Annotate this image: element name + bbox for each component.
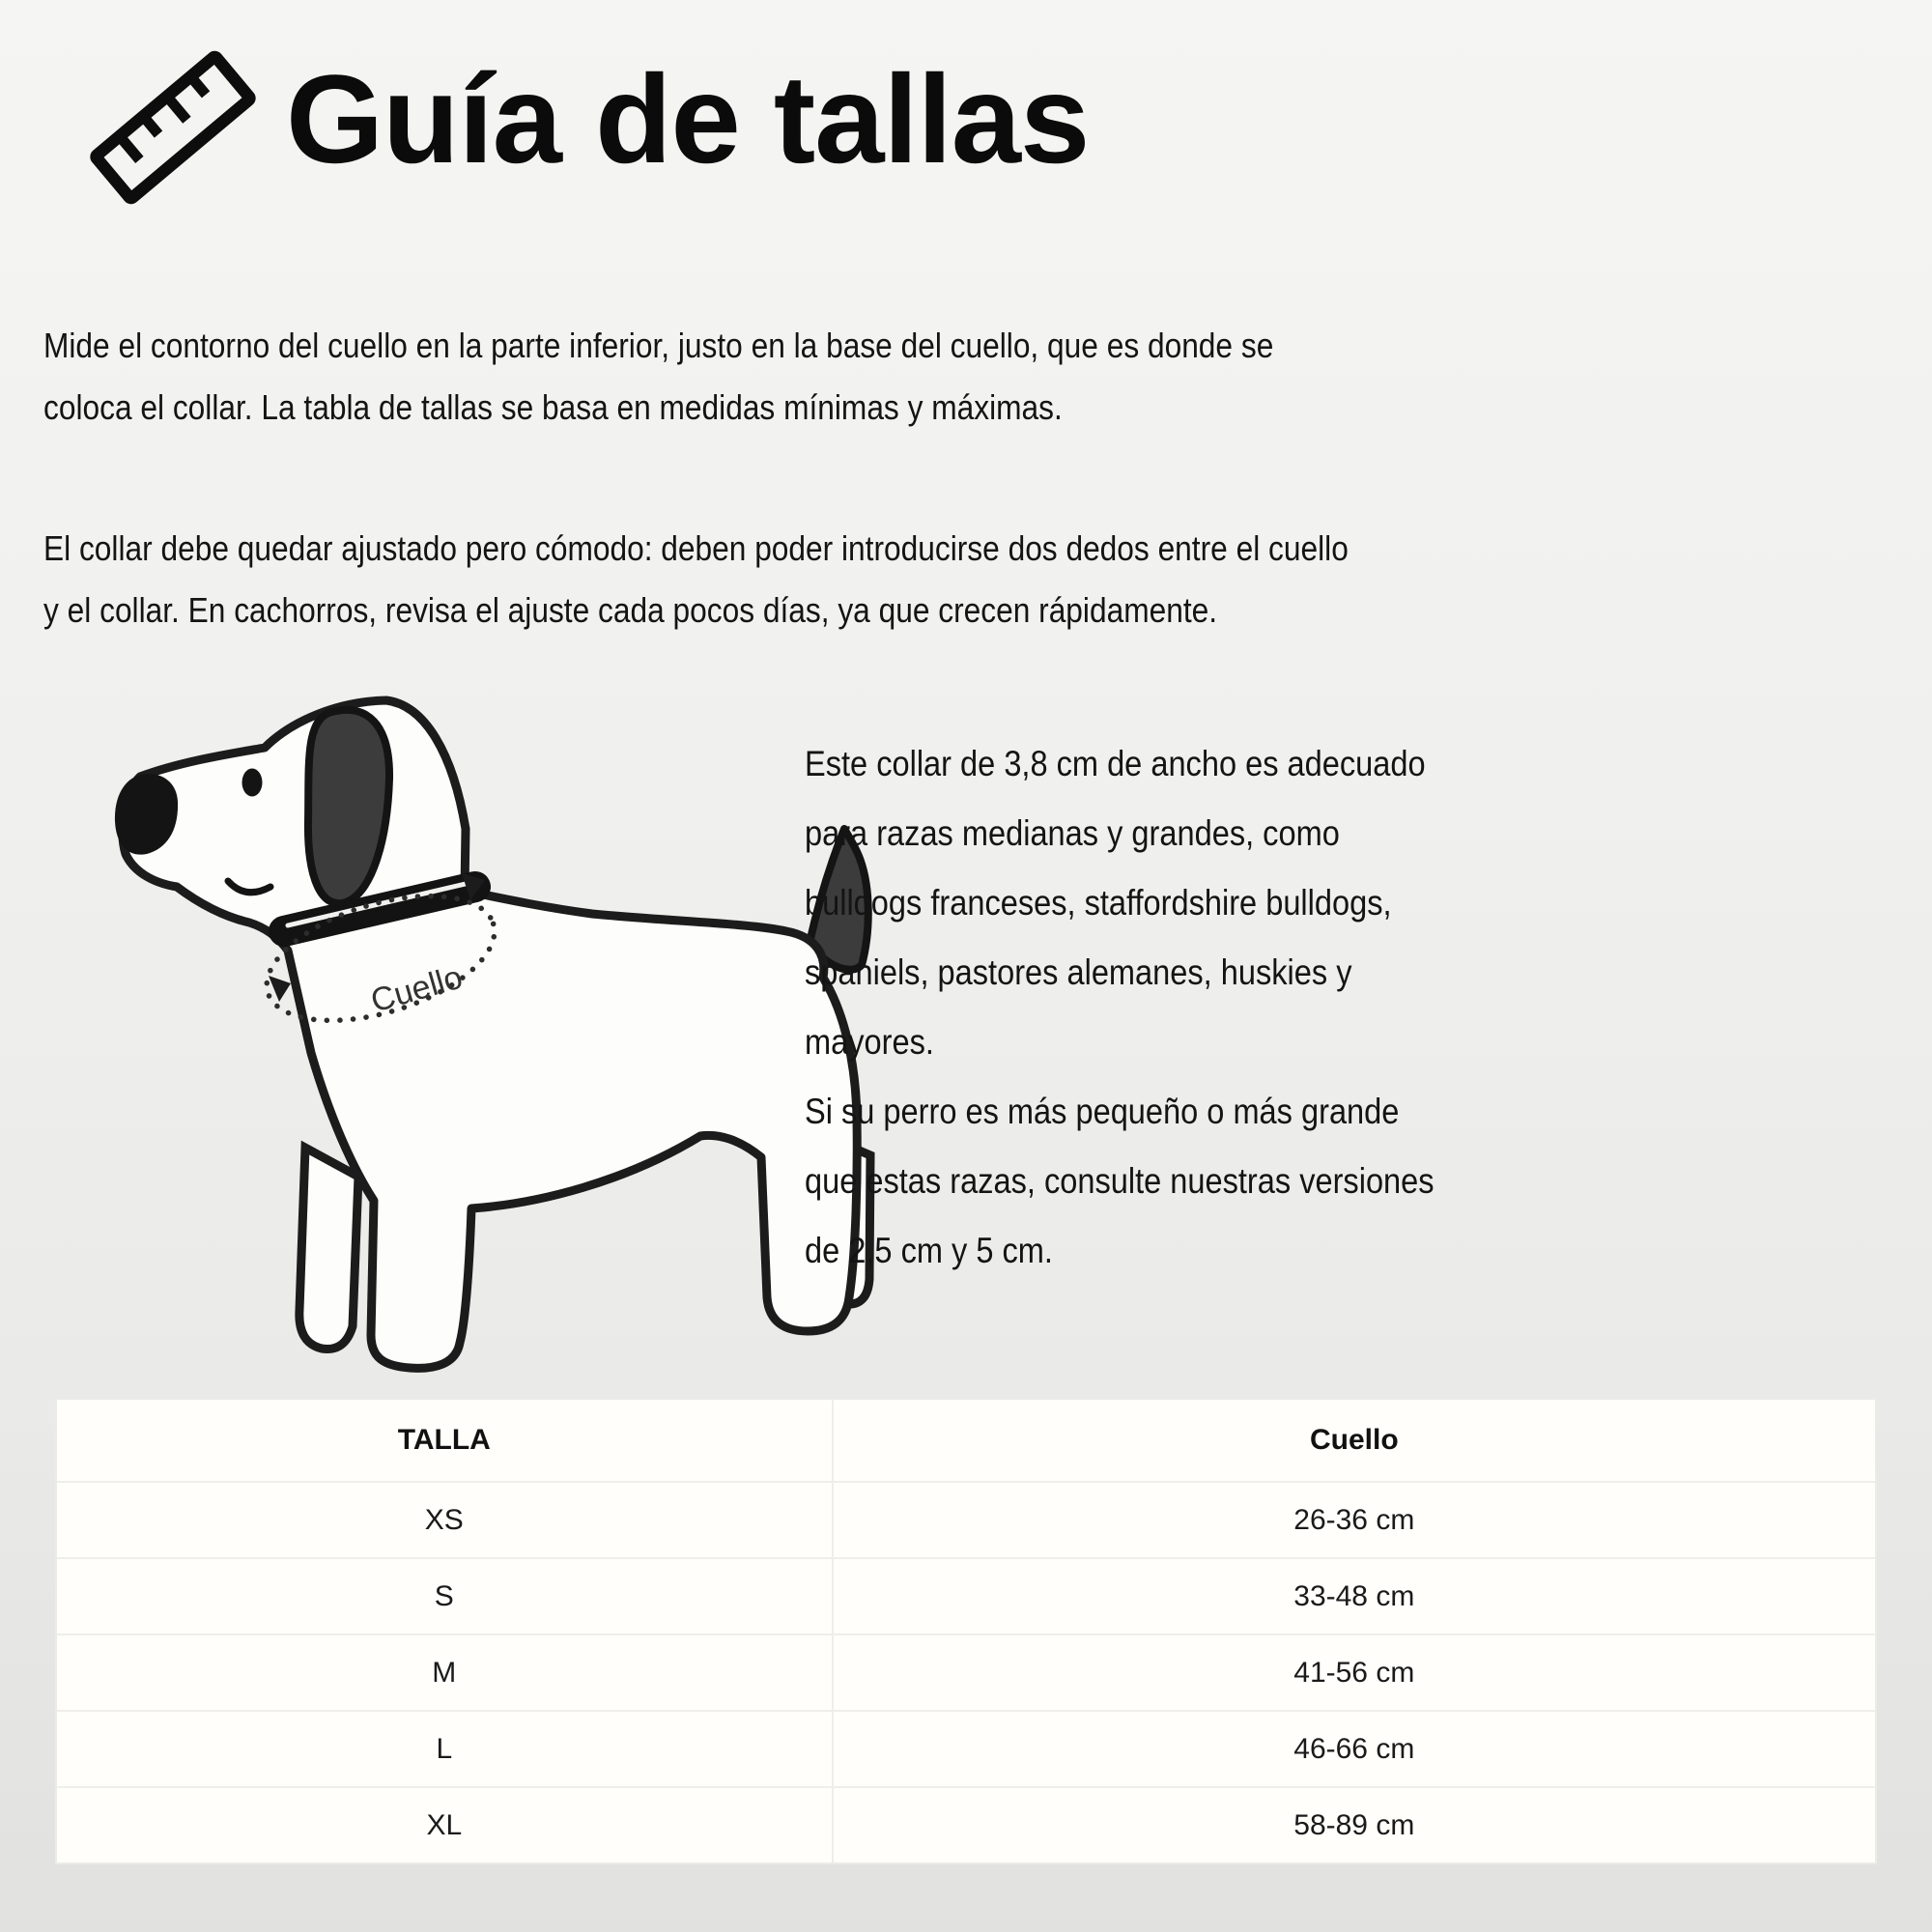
table-row	[57, 1557, 1875, 1634]
size-cell: XS	[57, 1483, 834, 1557]
size-cell: XL	[57, 1788, 834, 1862]
description-line: que estas razas, consulte nuestras versiones	[805, 1161, 1435, 1201]
size-cell: M	[57, 1635, 834, 1710]
page-title: Guía de tallas	[286, 48, 1090, 189]
description-line: para razas medianas y grandes, como	[805, 813, 1340, 853]
intro-paragraph-measure	[43, 315, 1273, 439]
tape-arrow-bottom-icon	[269, 976, 291, 1002]
dog-eye	[242, 769, 263, 797]
size-cell: L	[57, 1712, 834, 1786]
dog-far-front-leg	[299, 1148, 358, 1350]
size-cell: S	[57, 1559, 834, 1634]
table-row	[57, 1786, 1875, 1862]
collar-description	[805, 729, 1435, 1286]
intro-line: y el collar. En cachorros, revisa el ajuste cada pocos días, ya que crecen rápidamente.	[43, 590, 1218, 630]
intro-line: coloca el collar. La tabla de tallas se basa en medidas mínimas y máximas.	[43, 387, 1063, 427]
table-header-neck: Cuello	[1309, 1424, 1399, 1456]
description-line: spaniels, pastores alemanes, huskies y	[805, 952, 1352, 992]
table-row	[57, 1710, 1875, 1786]
description-line: de 2,5 cm y 5 cm.	[805, 1231, 1053, 1270]
description-line: Si su perro es más pequeño o más grande	[805, 1092, 1400, 1131]
neck-cell: 46-66 cm	[1293, 1732, 1415, 1765]
intro-line: El collar debe quedar ajustado pero cómodo: deben poder introducirse dos dedos entre el cuello	[43, 528, 1349, 568]
neck-label: Cuello	[366, 958, 467, 1020]
ruler-icon	[85, 44, 261, 211]
intro-line: Mide el contorno del cuello en la parte inferior, justo en la base del cuello, que es donde se	[43, 326, 1274, 365]
dog-illustration	[85, 694, 877, 1381]
neck-cell: 41-56 cm	[1293, 1656, 1415, 1689]
table-row	[57, 1481, 1875, 1557]
table-row	[57, 1634, 1875, 1710]
table-header-size: TALLA	[57, 1400, 834, 1481]
table-header-row	[57, 1400, 1875, 1481]
dog-body	[123, 700, 857, 1368]
description-line: Este collar de 3,8 cm de ancho es adecuado	[805, 744, 1426, 783]
intro-paragraph-fit	[43, 518, 1349, 641]
dog-drawing	[85, 694, 877, 1379]
size-table	[55, 1398, 1877, 1864]
neck-cell: 26-36 cm	[1293, 1503, 1415, 1536]
description-line: mayores.	[805, 1022, 934, 1062]
neck-cell: 58-89 cm	[1293, 1808, 1415, 1841]
neck-cell: 33-48 cm	[1293, 1579, 1415, 1612]
description-line: bulldogs franceses, staffordshire bulldogs,	[805, 883, 1392, 923]
